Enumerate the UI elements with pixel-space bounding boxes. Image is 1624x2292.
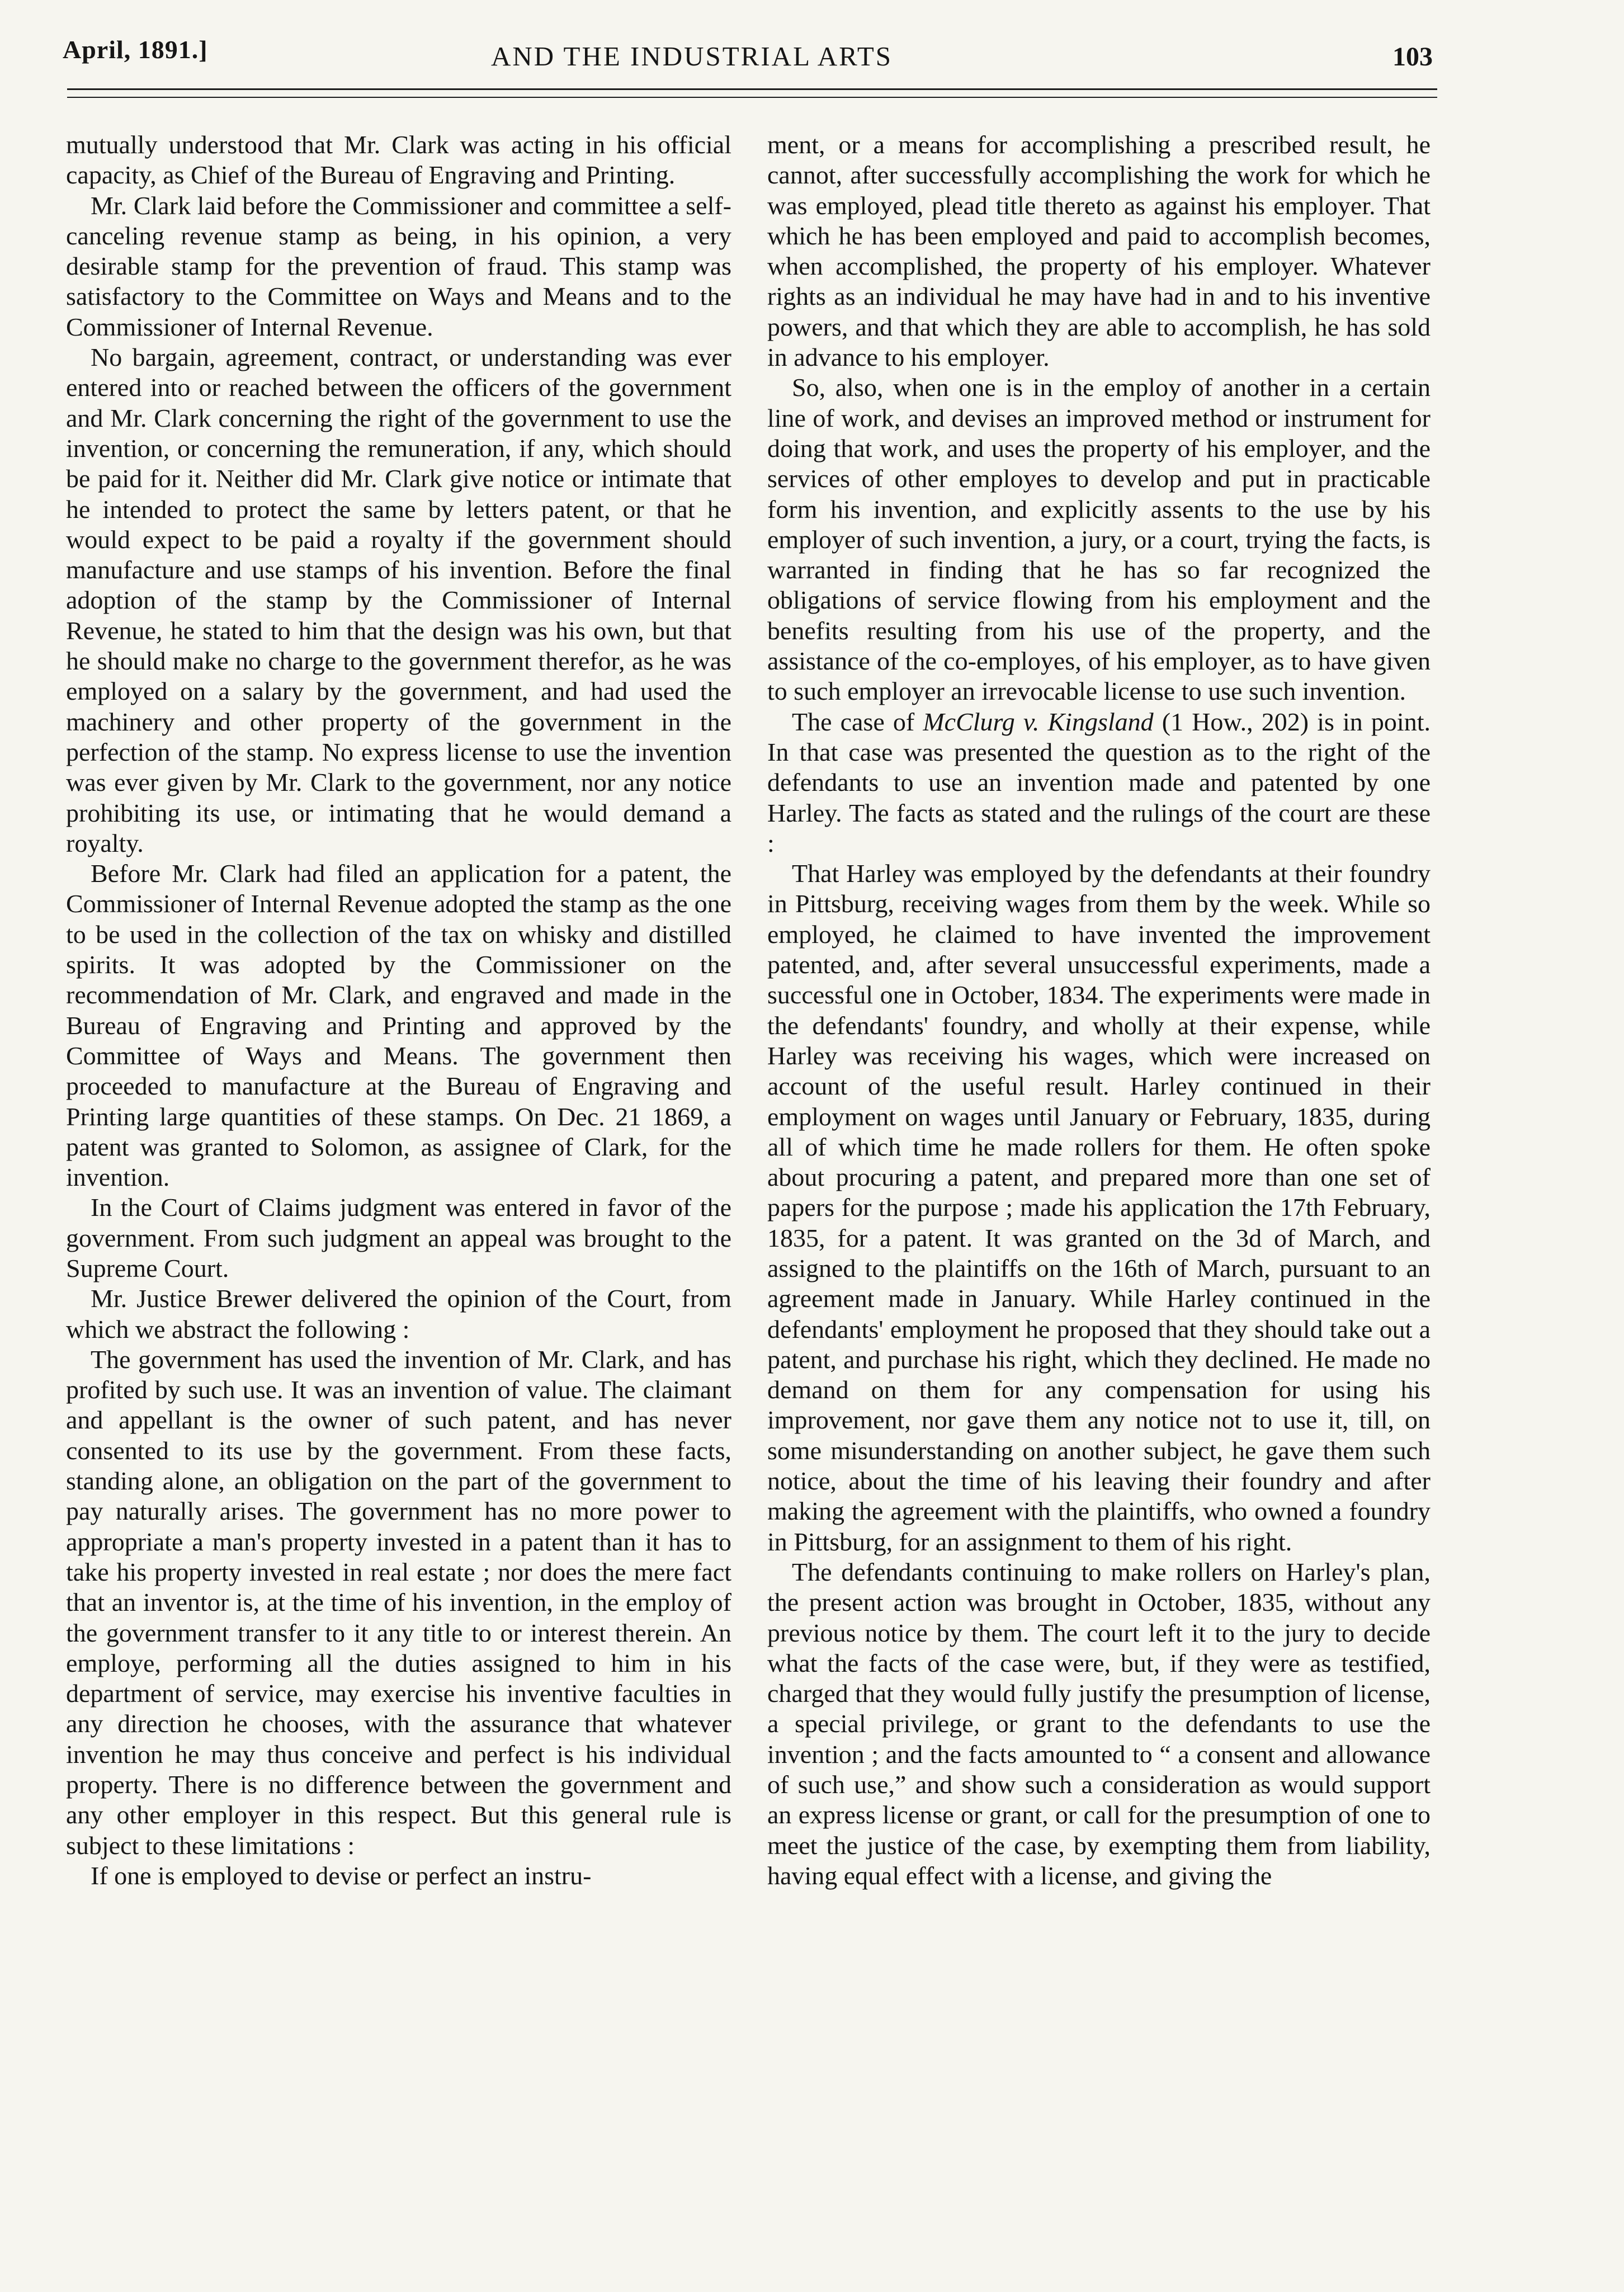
- paragraph: If one is employed to devise or perfect an instru-: [91, 1861, 592, 1890]
- paragraph: No bargain, agreement, contract, or understanding was ever entered into or reached between the officers of the government and Mr. Clark concerning the right of the government to use the invention, or concerning the remuneration, if any, which should be paid for it. Neither did Mr. Clark give notice or intimate that he intended to protect the same by letters patent, or that he would expect to be paid a royalty if the government should manufacture and use stamps of his invention. Before the final adoption of the stamp by the Commissioner of Internal Revenue, he stated to him that the design was his own, but that he should make no charge to the government therefor, as he was employed on a salary by the government, and had used the machinery and other property of the government in the perfection of the stamp. No express license to use the invention was ever given by Mr. Clark to the government, nor any notice prohibiting its use, or intimating that he would demand a royalty.: [66, 343, 731, 857]
- header-rule-bottom: [67, 97, 1437, 98]
- running-title: AND THE INDUSTRIAL ARTS: [491, 41, 893, 72]
- paragraph: mutually understood that Mr. Clark was acting in his official capacity, as Chief of the Bureau of Engraving and Printing.: [66, 130, 731, 190]
- page-number: 103: [1392, 42, 1433, 72]
- paragraph: So, also, when one is in the employ of another in a certain line of work, and devises an improved method or instrument for doing that work, and uses the property of his employer, and the services of other employes to develop and put in practicable form his invention, and explicitly assents to the use by his employer of such invention, a jury, or a court, trying the facts, is warranted in finding that he has so far recognized the obligations of service flowing from his employment and the benefits resulting from his use of the property, and the assistance of the co-employes, of his employer, as to have given to such employer an irrevocable license to use such invention.: [767, 373, 1431, 706]
- paragraph: In the Court of Claims judgment was entered in favor of the government. From such judgment an appeal was brought to the Supreme Court.: [66, 1193, 731, 1282]
- right-column: [767, 130, 1431, 1891]
- text-run: The case of: [792, 707, 923, 736]
- paragraph: Before Mr. Clark had filed an application for a patent, the Commissioner of Internal Revenue adopted the stamp as the one to be used in the collection of the tax on whisky and distilled spirits. It was adopted by the Commissioner on the recommendation of Mr. Clark, and engraved and made in the Bureau of Engraving and Printing and approved by the Committee of Ways and Means. The government then proceeded to manufacture at the Bureau of Engraving and Printing large quantities of these stamps. On Dec. 21 1869, a patent was granted to Solomon, as assignee of Clark, for the invention.: [66, 859, 731, 1192]
- running-header: [0, 0, 1624, 95]
- paragraph-case-citation: [767, 707, 1431, 859]
- paragraph: The defendants continuing to make rollers on Harley's plan, the present action was brought in October, 1835, without any previous notice by them. The court left it to the jury to decide what the facts of the case were, but, if they were as testified, charged that they would fully justify the presumption of license, a special privilege, or grant to the defendants to use the invention ; and the facts amounted to “ a consent and allowance of such use,” and show such a consideration as would support an express license or grant, or call for the presumption of one to meet the justice of the case, by exempting them from liability, having equal effect with a license, and giving the: [767, 1557, 1431, 1890]
- case-name: McClurg v. Kingsland: [923, 707, 1154, 736]
- paragraph: ment, or a means for accomplishing a prescribed result, he cannot, after successfully accomplishing the work for which he was employed, plead title thereto as against his employer. That which he has been employed and paid to accomplish becomes, when accomplished, the property of his employer. Whatever rights as an individual he may have had in and to his inventive powers, and that which they are able to accomplish, he has sold in advance to his employer.: [767, 130, 1431, 372]
- paragraph: Mr. Clark laid before the Commissioner and committee a self-canceling revenue stamp as being, in his opinion, a very desirable stamp for the prevention of fraud. This stamp was satisfactory to the Committee on Ways and Means and to the Commissioner of Internal Revenue.: [66, 191, 731, 341]
- paragraph: That Harley was employed by the defendants at their foundry in Pittsburg, receiving wages from them by the week. While so employed, he claimed to have invented the improvement patented, and, after several unsuccessful experiments, made a successful one in October, 1834. The experiments were made in the defendants' foundry, and wholly at their expense, while Harley was receiving his wages, which were increased on account of the useful result. Harley continued in their employment on wages until January or February, 1835, during all of which time he made rollers for them. He often spoke about procuring a patent, and prepared more than one set of papers for the purpose ; made his application the 17th February, 1835, for a patent. It was granted on the 3d of March, and assigned to the plaintiffs on the 16th of March, pursuant to an agreement made in January. While Harley continued in the defendants' employment he proposed that they should take out a patent, and purchase his right, which they declined. He made no demand on them for any compensation for using his improvement, nor gave them any notice not to use it, till, on some misunderstanding on another subject, he gave them such notice, about the time of his leaving their foundry and after making the agreement with the plaintiffs, who owned a foundry in Pittsburg, for an assignment to them of his right.: [767, 859, 1431, 1556]
- paragraph: Mr. Justice Brewer delivered the opinion of the Court, from which we abstract the following :: [66, 1284, 731, 1343]
- left-column: [66, 130, 731, 1891]
- header-rule-top: [67, 88, 1437, 90]
- paragraph: The government has used the invention of Mr. Clark, and has profited by such use. It was an invention of value. The claimant and appellant is the owner of such patent, and has never consented to its use by the government. From these facts, standing alone, an obligation on the part of the government to pay naturally arises. The government has no more power to appropriate a man's property invested in a patent than it has to take his property invested in real estate ; nor does the mere fact that an inventor is, at the time of his invention, in the employ of the government transfer to it any title to or interest therein. An employe, performing all the duties assigned to him in his department of service, may exercise his inventive faculties in any direction he chooses, with the assurance that whatever invention he may thus conceive and perfect is his individual property. There is no difference between the government and any other employer in this respect. But this general rule is subject to these limitations :: [66, 1345, 731, 1860]
- text-run: (1 How., 202) is in point. In that case was presented the question as to the right of the defendants to use an invention made and patented by one Harley. The facts as stated and the rulings of the court are these :: [767, 707, 1431, 857]
- issue-date: April, 1891.]: [63, 35, 208, 64]
